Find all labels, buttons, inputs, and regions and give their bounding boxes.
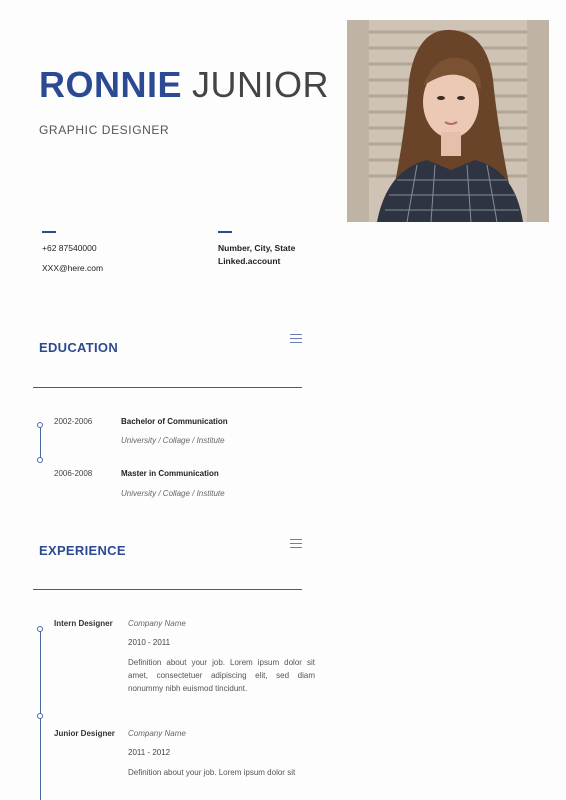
experience-rule — [33, 589, 302, 590]
last-name: JUNIOR — [192, 64, 330, 105]
exp-description: Definition about your job. Lorem ipsum dolor sit amet, consectetuer adipiscing elit, sed diam nonummy nibh euismod tincidunt. — [128, 658, 315, 693]
exp-role: Intern Designer — [54, 619, 113, 628]
education-heading: EDUCATION — [39, 340, 119, 355]
edu-school: University / Collage / Institute — [121, 436, 225, 445]
edu-degree: Bachelor of Communication — [121, 417, 228, 426]
edu-years: 2006-2008 — [54, 469, 93, 478]
email: XXX@here.com — [42, 263, 104, 273]
exp-company: Company Name — [128, 729, 186, 738]
exp-years: 2011 - 2012 — [128, 748, 171, 757]
profile-photo — [347, 20, 549, 222]
timeline-dot — [37, 422, 43, 428]
name-heading — [39, 64, 329, 106]
exp-description: Definition about your job. Lorem ipsum dolor sit — [128, 768, 296, 777]
education-timeline — [40, 425, 41, 461]
phone: +62 87540000 — [42, 243, 97, 253]
linkedin: Linked.account — [218, 256, 281, 266]
exp-role: Junior Designer — [54, 729, 115, 738]
address: Number, City, State — [218, 243, 296, 253]
timeline-dot — [37, 713, 43, 719]
job-title: GRAPHIC DESIGNER — [39, 123, 170, 137]
experience-heading: EXPERIENCE — [39, 543, 126, 558]
first-name: RONNIE — [39, 64, 183, 105]
timeline-dot — [37, 626, 43, 632]
contact-dash-left — [42, 231, 56, 233]
edu-years: 2002-2006 — [54, 417, 93, 426]
timeline-dot — [37, 457, 43, 463]
hamburger-icon — [290, 539, 302, 551]
education-rule — [33, 387, 302, 388]
hamburger-icon — [290, 334, 302, 346]
exp-company: Company Name — [128, 619, 186, 628]
edu-school: University / Collage / Institute — [121, 489, 225, 498]
edu-degree: Master in Communication — [121, 469, 219, 478]
contact-dash-right — [218, 231, 232, 233]
exp-years: 2010 - 2011 — [128, 638, 171, 647]
